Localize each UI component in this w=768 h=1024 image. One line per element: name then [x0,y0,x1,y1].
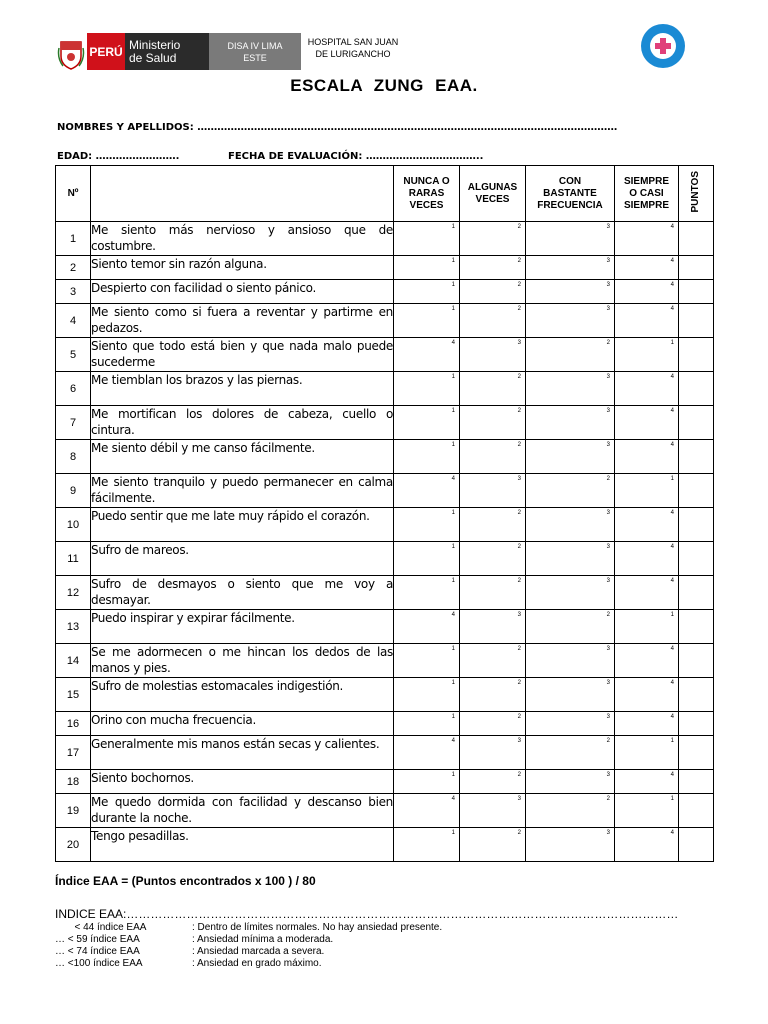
hospital-name: HOSPITAL SAN JUAN DE LURIGANCHO [307,37,399,59]
score-option-cell[interactable] [526,576,615,610]
row-number: 10 [56,508,91,542]
question-text: Sufro de desmayos o siento que me voy a desmayar. [91,576,394,610]
score-value: 4 [670,408,674,414]
score-value: 1 [451,282,455,288]
score-option-cell[interactable] [526,644,615,678]
puntos-cell[interactable] [679,678,714,712]
score-option-cell[interactable] [615,736,679,770]
row-number: 15 [56,678,91,712]
score-option-cell[interactable] [394,736,460,770]
question-text: Me siento como si fuera a reventar y partirme en pedazos. [91,304,394,338]
score-value: 2 [517,306,521,312]
row-number: 14 [56,644,91,678]
score-option-cell[interactable] [615,406,679,440]
score-option-cell[interactable] [394,794,460,828]
score-value: 2 [606,476,610,482]
row-number: 2 [56,256,91,280]
score-option-cell[interactable] [615,372,679,406]
legend-description: : Dentro de límites normales. No hay ansiedad presente. [192,922,443,933]
puntos-cell[interactable] [679,542,714,576]
puntos-cell[interactable] [679,474,714,508]
score-value: 1 [451,510,455,516]
score-option-cell[interactable] [526,406,615,440]
score-option-cell[interactable] [526,256,615,280]
score-option-cell[interactable] [615,828,679,862]
score-option-cell[interactable] [526,474,615,508]
score-option-cell[interactable] [394,474,460,508]
score-value: 4 [670,646,674,652]
score-option-cell[interactable] [394,406,460,440]
score-option-cell[interactable] [526,542,615,576]
question-text: Sufro de mareos. [91,542,394,576]
header-nunca: NUNCA O RARAS VECES [394,166,460,222]
interpretation-legend [55,922,442,970]
puntos-cell[interactable] [679,610,714,644]
score-value: 4 [451,738,455,744]
header-siempre: SIEMPRE O CASI SIEMPRE [615,166,679,222]
question-text: Sufro de molestias estomacales indigestión. [91,678,394,712]
table-row [56,508,714,542]
score-value: 3 [606,772,610,778]
ministerio-line2: de Salud [129,50,177,65]
legend-description: : Ansiedad mínima a moderada. [192,934,334,945]
score-value: 1 [451,578,455,584]
score-option-cell[interactable] [394,644,460,678]
question-text: Me tiemblan los brazos y las piernas. [91,372,394,406]
legend-row [55,934,442,946]
puntos-cell[interactable] [679,304,714,338]
score-option-cell[interactable] [460,770,526,794]
score-value: 1 [670,476,674,482]
score-option-cell[interactable] [394,828,460,862]
puntos-cell[interactable] [679,338,714,372]
table-row [56,736,714,770]
score-value: 2 [606,612,610,618]
score-value: 3 [606,830,610,836]
score-value: 3 [606,510,610,516]
score-option-cell[interactable] [526,222,615,256]
table-row [56,440,714,474]
row-number: 5 [56,338,91,372]
score-option-cell[interactable] [615,304,679,338]
score-option-cell[interactable] [615,474,679,508]
score-option-cell[interactable] [615,712,679,736]
score-value: 4 [670,578,674,584]
score-option-cell[interactable] [615,644,679,678]
score-option-cell[interactable] [460,712,526,736]
puntos-cell[interactable] [679,828,714,862]
legend-row [55,946,442,958]
table-row [56,770,714,794]
table-header-row [56,166,714,222]
score-value: 3 [606,408,610,414]
score-value: 1 [670,738,674,744]
score-option-cell[interactable] [460,256,526,280]
score-option-cell[interactable] [394,610,460,644]
puntos-cell[interactable] [679,736,714,770]
score-value: 4 [670,306,674,312]
row-number: 4 [56,304,91,338]
legend-range: … < 74 índice EAA [55,946,140,957]
score-value: 2 [606,340,610,346]
legend-range: … <100 índice EAA [55,958,143,969]
score-value: 2 [517,680,521,686]
score-value: 4 [451,796,455,802]
puntos-cell[interactable] [679,372,714,406]
table-row [56,256,714,280]
table-row [56,304,714,338]
score-value: 2 [517,646,521,652]
puntos-cell[interactable] [679,256,714,280]
score-value: 3 [517,796,521,802]
table-row [56,280,714,304]
score-option-cell[interactable] [460,508,526,542]
legend-range: … < 59 índice EAA [55,934,140,945]
row-number: 16 [56,712,91,736]
score-option-cell[interactable] [526,508,615,542]
question-text: Siento que todo está bien y que nada malo puede sucederme [91,338,394,372]
score-option-cell[interactable] [615,770,679,794]
row-number: 19 [56,794,91,828]
score-value: 1 [670,340,674,346]
score-value: 2 [517,830,521,836]
puntos-cell[interactable] [679,222,714,256]
score-option-cell[interactable] [394,304,460,338]
score-option-cell[interactable] [615,338,679,372]
score-value: 2 [606,796,610,802]
score-option-cell[interactable] [526,280,615,304]
question-text: Siento bochornos. [91,770,394,794]
header-algunas: ALGUNAS VECES [460,166,526,222]
score-value: 2 [517,544,521,550]
score-option-cell[interactable] [394,222,460,256]
score-option-cell[interactable] [526,736,615,770]
score-option-cell[interactable] [460,736,526,770]
score-value: 4 [670,714,674,720]
puntos-cell[interactable] [679,280,714,304]
score-value: 2 [517,714,521,720]
score-value: 2 [517,578,521,584]
score-option-cell[interactable] [460,644,526,678]
score-option-cell[interactable] [394,712,460,736]
score-option-cell[interactable] [460,794,526,828]
table-row [56,794,714,828]
score-option-cell[interactable] [526,440,615,474]
header-bastante: CON BASTANTE FRECUENCIA [526,166,615,222]
score-value: 1 [451,772,455,778]
score-value: 1 [451,374,455,380]
score-value: 4 [670,544,674,550]
score-value: 3 [517,476,521,482]
question-text: Tengo pesadillas. [91,828,394,862]
score-value: 1 [451,680,455,686]
score-value: 1 [451,646,455,652]
score-value: 3 [606,258,610,264]
puntos-cell[interactable] [679,770,714,794]
question-text: Siento temor sin razón alguna. [91,256,394,280]
question-text: Orino con mucha frecuencia. [91,712,394,736]
score-value: 4 [670,282,674,288]
score-value: 3 [517,340,521,346]
score-value: 3 [606,646,610,652]
score-value: 1 [670,612,674,618]
score-option-cell[interactable] [615,440,679,474]
score-option-cell[interactable] [526,678,615,712]
score-value: 2 [517,772,521,778]
question-text: Puedo inspirar y expirar fácilmente. [91,610,394,644]
score-value: 3 [606,544,610,550]
score-option-cell[interactable] [526,794,615,828]
score-option-cell[interactable] [460,222,526,256]
question-text: Me mortifican los dolores de cabeza, cuello o cintura. [91,406,394,440]
puntos-cell[interactable] [679,794,714,828]
score-value: 1 [451,306,455,312]
question-text: Despierto con facilidad o siento pánico. [91,280,394,304]
score-value: 3 [606,578,610,584]
score-value: 1 [451,544,455,550]
score-value: 2 [517,510,521,516]
peru-coat-of-arms-icon [57,38,85,70]
score-value: 4 [670,258,674,264]
puntos-cell[interactable] [679,508,714,542]
question-text: Me siento más nervioso y ansioso que de costumbre. [91,222,394,256]
formula-text: Índice EAA = (Puntos encontrados x 100 ) / 80 [55,874,316,888]
score-value: 1 [451,714,455,720]
score-value: 2 [517,282,521,288]
peru-label: PERÚ [87,33,125,70]
score-value: 3 [606,442,610,448]
score-option-cell[interactable] [615,256,679,280]
score-option-cell[interactable] [460,474,526,508]
puntos-cell[interactable] [679,406,714,440]
row-number: 3 [56,280,91,304]
score-value: 4 [451,340,455,346]
score-value: 4 [670,442,674,448]
score-option-cell[interactable] [460,372,526,406]
row-number: 20 [56,828,91,862]
table-row [56,406,714,440]
score-value: 2 [517,408,521,414]
score-value: 4 [451,612,455,618]
score-option-cell[interactable] [526,828,615,862]
score-value: 1 [451,224,455,230]
zung-scale-table [55,165,714,862]
score-option-cell[interactable] [526,770,615,794]
row-number: 18 [56,770,91,794]
score-value: 3 [606,224,610,230]
score-value: 1 [670,796,674,802]
legend-description: : Ansiedad en grado máximo. [192,958,322,969]
table-row [56,338,714,372]
question-text: Me siento débil y me canso fácilmente. [91,440,394,474]
table-row [56,828,714,862]
row-number: 9 [56,474,91,508]
header-question [91,166,394,222]
score-value: 4 [670,830,674,836]
table-row [56,610,714,644]
legend-range: < 44 índice EAA [55,922,147,933]
legend-row [55,958,442,970]
question-text: Se me adormecen o me hincan los dedos de las manos y pies. [91,644,394,678]
score-option-cell[interactable] [460,440,526,474]
indice-eaa-field: INDICE EAA:………………………………………………………………………………………………………………………… [55,907,679,921]
score-option-cell[interactable] [460,610,526,644]
question-text: Puedo sentir que me late muy rápido el corazón. [91,508,394,542]
question-text: Generalmente mis manos están secas y calientes. [91,736,394,770]
score-value: 1 [451,258,455,264]
puntos-cell[interactable] [679,712,714,736]
page-title: ESCALA ZUNG EAA. [290,76,478,95]
puntos-cell[interactable] [679,644,714,678]
score-value: 2 [517,224,521,230]
score-option-cell[interactable] [460,304,526,338]
score-option-cell[interactable] [460,828,526,862]
score-option-cell[interactable] [394,770,460,794]
score-value: 2 [606,738,610,744]
score-value: 2 [517,374,521,380]
score-value: 1 [451,442,455,448]
table-row [56,542,714,576]
table-row [56,474,714,508]
header-num: Nº [56,166,91,222]
score-option-cell[interactable] [394,508,460,542]
score-option-cell[interactable] [615,280,679,304]
puntos-cell[interactable] [679,576,714,610]
score-value: 4 [670,510,674,516]
score-option-cell[interactable] [615,794,679,828]
score-value: 3 [517,612,521,618]
legend-row [55,922,442,934]
row-number: 11 [56,542,91,576]
score-value: 3 [606,374,610,380]
row-number: 6 [56,372,91,406]
age-field-label: EDAD: ……………………. [57,151,180,162]
row-number: 13 [56,610,91,644]
name-field-label: NOMBRES Y APELLIDOS: ……………………………………………………………………………………………………………… [57,122,618,133]
table-row [56,712,714,736]
score-option-cell[interactable] [394,280,460,304]
score-option-cell[interactable] [394,372,460,406]
score-option-cell[interactable] [460,542,526,576]
row-number: 17 [56,736,91,770]
score-option-cell[interactable] [526,610,615,644]
score-value: 3 [606,680,610,686]
table-row [56,222,714,256]
score-value: 1 [451,830,455,836]
score-option-cell[interactable] [615,610,679,644]
row-number: 1 [56,222,91,256]
puntos-cell[interactable] [679,440,714,474]
score-option-cell[interactable] [526,712,615,736]
score-option-cell[interactable] [394,576,460,610]
score-value: 3 [606,306,610,312]
disa-badge: DISA IV LIMA ESTE [209,33,301,70]
header-puntos: PUNTOS [679,166,714,222]
table-row [56,678,714,712]
table-row [56,576,714,610]
score-option-cell[interactable] [526,372,615,406]
score-option-cell[interactable] [460,338,526,372]
score-option-cell[interactable] [394,256,460,280]
score-value: 1 [451,408,455,414]
score-option-cell[interactable] [394,338,460,372]
score-value: 3 [517,738,521,744]
row-number: 12 [56,576,91,610]
score-option-cell[interactable] [394,542,460,576]
score-option-cell[interactable] [615,576,679,610]
score-value: 4 [451,476,455,482]
score-value: 4 [670,374,674,380]
score-value: 4 [670,224,674,230]
score-value: 3 [606,714,610,720]
score-option-cell[interactable] [615,222,679,256]
row-number: 7 [56,406,91,440]
question-text: Me quedo dormida con facilidad y descanso bien durante la noche. [91,794,394,828]
score-option-cell[interactable] [526,304,615,338]
question-text: Me siento tranquilo y puedo permanecer en calma fácilmente. [91,474,394,508]
score-option-cell[interactable] [460,406,526,440]
score-option-cell[interactable] [460,280,526,304]
table-row [56,372,714,406]
score-value: 3 [606,282,610,288]
score-option-cell[interactable] [460,576,526,610]
score-option-cell[interactable] [394,440,460,474]
score-option-cell[interactable] [394,678,460,712]
score-option-cell[interactable] [615,678,679,712]
score-value: 4 [670,772,674,778]
legend-description: : Ansiedad marcada a severa. [192,946,325,957]
score-option-cell[interactable] [460,678,526,712]
date-field-label: FECHA DE EVALUACIÓN: …………………………….. [228,151,484,162]
ministerio-line1: Ministerio [129,37,181,52]
table-row [56,644,714,678]
row-number: 8 [56,440,91,474]
score-option-cell[interactable] [526,338,615,372]
score-option-cell[interactable] [615,508,679,542]
score-value: 2 [517,442,521,448]
score-value: 4 [670,680,674,686]
score-option-cell[interactable] [615,542,679,576]
hospital-logo-icon [636,23,690,69]
ministerio-logo [87,33,209,70]
score-value: 2 [517,258,521,264]
